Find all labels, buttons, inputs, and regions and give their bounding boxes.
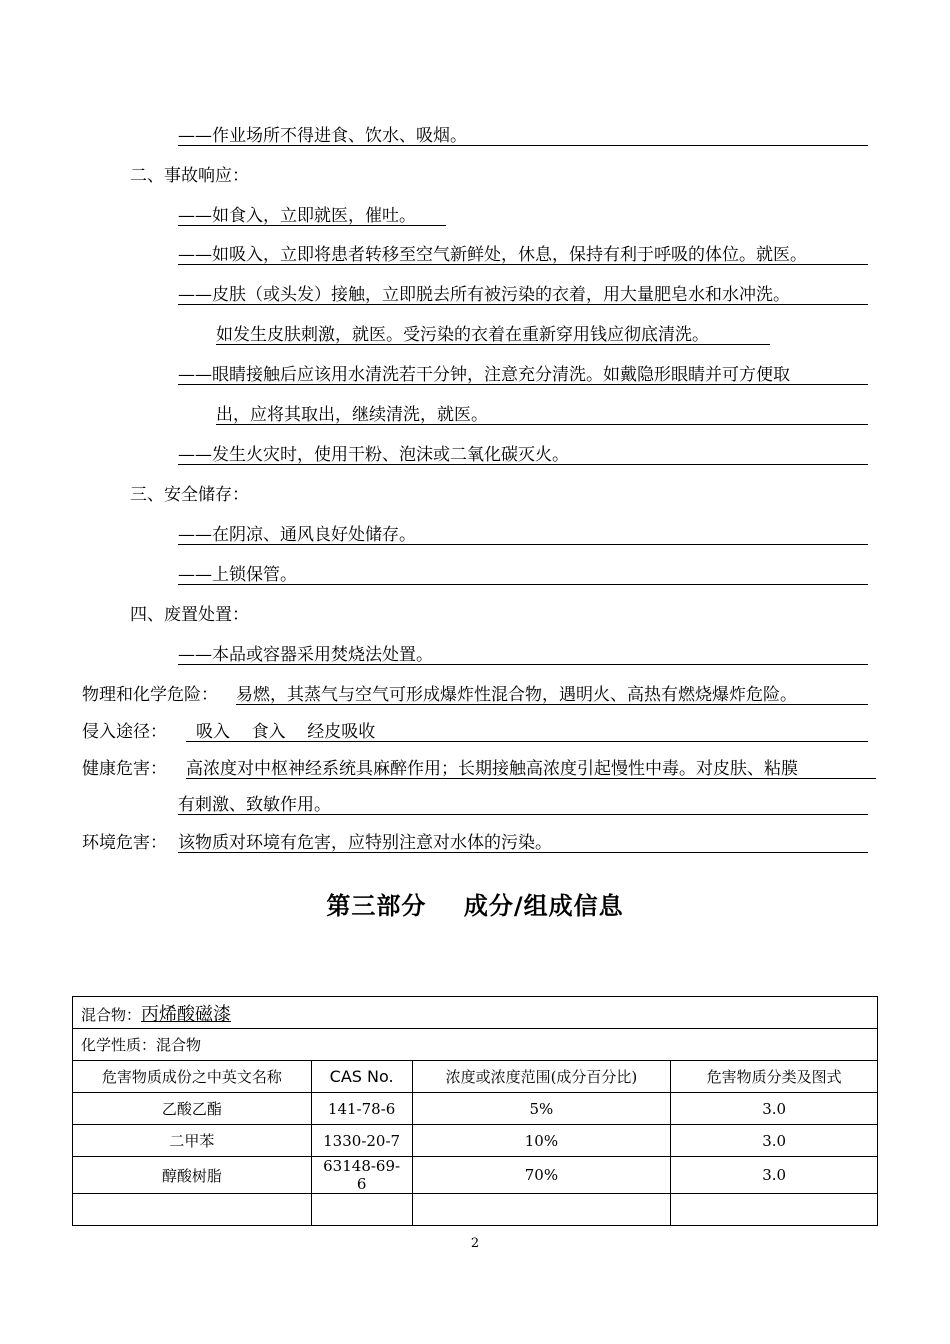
env-label: 环境危害： xyxy=(82,833,167,853)
cell-classification xyxy=(671,1194,878,1226)
header-row xyxy=(73,1061,878,1093)
env-text: 该物质对环境有危害，应特别注意对水体的污染。 xyxy=(178,833,552,853)
mixture-label: 混合物： xyxy=(81,1005,142,1024)
cell-classification: 3.0 xyxy=(671,1157,878,1194)
response-eye-1: ——眼睛接触后应该用水清洗若干分钟，注意充分清洗。如戴隐形眼睛并可方便取 xyxy=(178,365,790,385)
underline xyxy=(178,384,868,385)
col-header-concentration: 浓度或浓度范围(成分百分比) xyxy=(412,1061,671,1093)
cell-concentration: 70% xyxy=(412,1157,671,1194)
cell-name xyxy=(73,1194,312,1226)
table-row xyxy=(73,1157,878,1194)
mixture-value: 丙烯酸磁漆 xyxy=(141,1003,232,1025)
prevention-no-eating: ——作业场所不得进食、饮水、吸烟。 xyxy=(178,126,467,146)
response-inhale: ——如吸入，立即将患者转移至空气新鲜处，休息，保持有利于呼吸的体位。就医。 xyxy=(178,245,807,265)
table-row xyxy=(73,1093,878,1125)
storage-line-2: ——上锁保管。 xyxy=(178,565,297,585)
response-skin-1: ——皮肤（或头发）接触，立即脱去所有被污染的衣着，用大量肥皂水和水冲洗。 xyxy=(178,285,790,305)
cell-name: 醇酸树脂 xyxy=(73,1157,312,1194)
col-header-name: 危害物质成份之中英文名称 xyxy=(73,1061,312,1093)
underline xyxy=(178,852,868,853)
health-text-2: 有刺激、致敏作用。 xyxy=(178,795,331,815)
underline xyxy=(178,814,868,815)
table-row xyxy=(73,1125,878,1157)
cell-cas: 141-78-6 xyxy=(311,1093,412,1125)
underline xyxy=(186,741,868,742)
response-eye-2: 出，应将其取出，继续清洗，就医。 xyxy=(216,405,488,425)
health-label: 健康危害： xyxy=(82,759,167,779)
underline xyxy=(236,704,868,705)
storage-line-1: ——在阴凉、通风良好处储存。 xyxy=(178,525,416,545)
cell-cas: 63148-69-6 xyxy=(311,1157,412,1194)
underline xyxy=(178,225,446,226)
underline xyxy=(186,778,876,779)
page-number: 2 xyxy=(470,1236,480,1251)
cell-concentration: 10% xyxy=(412,1125,671,1157)
cell-concentration xyxy=(412,1194,671,1226)
underline xyxy=(178,584,868,585)
response-fire: ——发生火灾时，使用干粉、泡沫或二氧化碳灭火。 xyxy=(178,445,569,465)
routes-label: 侵入途径： xyxy=(82,722,167,742)
underline xyxy=(216,424,868,425)
cell-classification: 3.0 xyxy=(671,1093,878,1125)
disposal-heading: 四、废置处置： xyxy=(130,605,249,625)
storage-heading: 三、安全储存： xyxy=(130,485,249,505)
cell-name: 二甲苯 xyxy=(73,1125,312,1157)
response-ingest: ——如食入，立即就医，催吐。 xyxy=(178,206,416,226)
composition-table xyxy=(72,996,878,1226)
health-text-1: 高浓度对中枢神经系统具麻醉作用；长期接触高浓度引起慢性中毒。对皮肤、粘膜 xyxy=(186,759,798,779)
underline xyxy=(178,464,868,465)
response-heading: 二、事故响应： xyxy=(130,166,249,186)
response-skin-2: 如发生皮肤刺激，就医。受污染的衣着在重新穿用钱应彻底清洗。 xyxy=(216,325,709,345)
col-header-cas: CAS No. xyxy=(311,1061,412,1093)
underline xyxy=(178,304,868,305)
underline xyxy=(178,264,868,265)
nature-row xyxy=(73,1029,878,1061)
underline xyxy=(178,544,868,545)
underline xyxy=(216,344,770,345)
underline xyxy=(178,145,868,146)
table-row xyxy=(73,1194,878,1226)
mixture-cell xyxy=(73,997,878,1029)
cell-concentration: 5% xyxy=(412,1093,671,1125)
underline xyxy=(178,664,868,665)
chemical-nature: 化学性质：混合物 xyxy=(73,1029,878,1061)
physchem-label: 物理和化学危险： xyxy=(82,685,218,705)
cell-classification: 3.0 xyxy=(671,1125,878,1157)
routes-text: 吸入 食入 经皮吸收 xyxy=(196,722,376,742)
disposal-line-1: ——本品或容器采用焚烧法处置。 xyxy=(178,645,433,665)
cell-cas xyxy=(311,1194,412,1226)
cell-cas: 1330-20-7 xyxy=(311,1125,412,1157)
cell-name: 乙酸乙酯 xyxy=(73,1093,312,1125)
physchem-text: 易燃，其蒸气与空气可形成爆炸性混合物，遇明火、高热有燃烧爆炸危险。 xyxy=(236,685,797,705)
mixture-row xyxy=(73,997,878,1029)
section-title: 第三部分 成分/组成信息 xyxy=(326,892,624,920)
col-header-classification: 危害物质分类及图式 xyxy=(671,1061,878,1093)
